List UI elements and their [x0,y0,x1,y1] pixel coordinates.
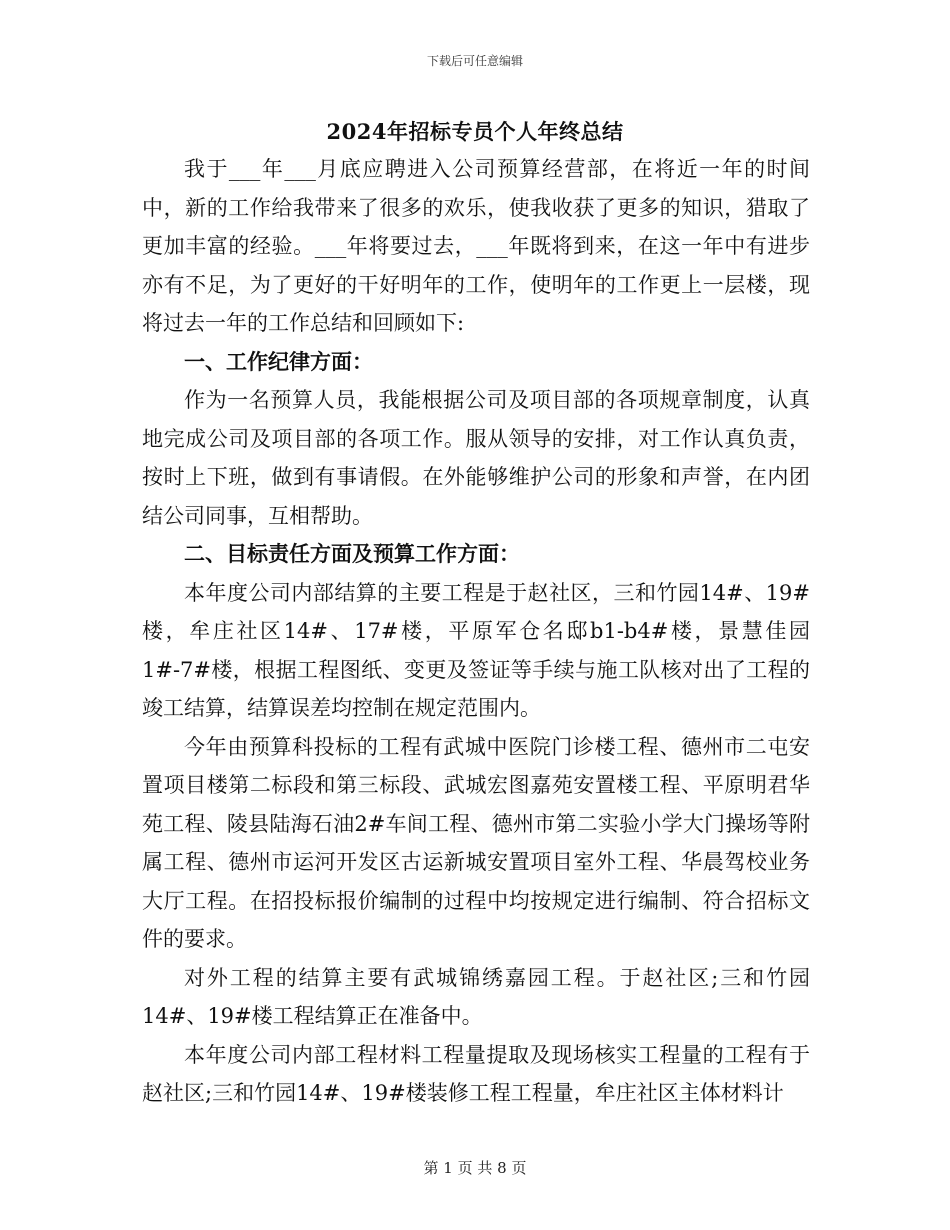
section-heading-discipline: 一、工作纪律方面： [184,348,373,374]
paragraph-intro: 我于___年___月底应聘进入公司预算经营部，在将近一年的时间中，新的工作给我带来了很多的欢乐，使我收获了更多的知识，猎取了更加丰富的经验。___年将要过去，___年既将到来，在这一年中有进步亦有不足，为了更好的干好明年的工作，使明年的工作更上一层楼，现将过去一年的工作总结和回顾如下: [142,157,810,335]
header-note: 下载后可任意编辑 [426,54,523,68]
paragraph-discipline: 作为一名预算人员，我能根据公司及项目部的各项规章制度，认真地完成公司及项目部的各项工作。服从领导的安排，对工作认真负责，按时上下班，做到有事请假。在外能够维护公司的形象和声誉，在内团结公司同事，互相帮助。 [142,388,810,528]
page-number: 第 1 页 共 8 页 [423,1159,527,1177]
paragraph-external: 对外工程的结算主要有武城锦绣嘉园工程。于赵社区;三和竹园14#、19#楼工程结算正在准备中。 [142,965,810,1028]
document-body [142,150,810,1113]
paragraph-bidding: 今年由预算科投标的工程有武城中医院门诊楼工程、德州市二屯安置项目楼第二标段和第三标段、武城宏图嘉苑安置楼工程、平原明君华苑工程、陵县陆海石油2#车间工程、德州市第二实验小学大门操场等附属工程、德州市运河开发区古运新城安置项目室外工程、华晨驾校业务大厅工程。在招投标报价编制的过程中均按规定进行编制、符合招标文件的要求。 [142,734,810,951]
document-title: 2024年招标专员个人年终总结 [326,119,624,144]
section-heading-targets: 二、目标责任方面及预算工作方面： [184,541,520,566]
paragraph-settlement: 本年度公司内部结算的主要工程是于赵社区，三和竹园14#、19#楼，牟庄社区14#、17#楼，平原军仓名邸b1-b4#楼，景慧佳园1#-7#楼，根据工程图纸、变更及签证等手续与施工队核对出了工程的竣工结算，结算误差均控制在规定范围内。 [142,580,810,720]
paragraph-quantities: 本年度公司内部工程材料工程量提取及现场核实工程量的工程有于赵社区;三和竹园14#、19#楼装修工程工程量，牟庄社区主体材料计 [142,1042,810,1105]
